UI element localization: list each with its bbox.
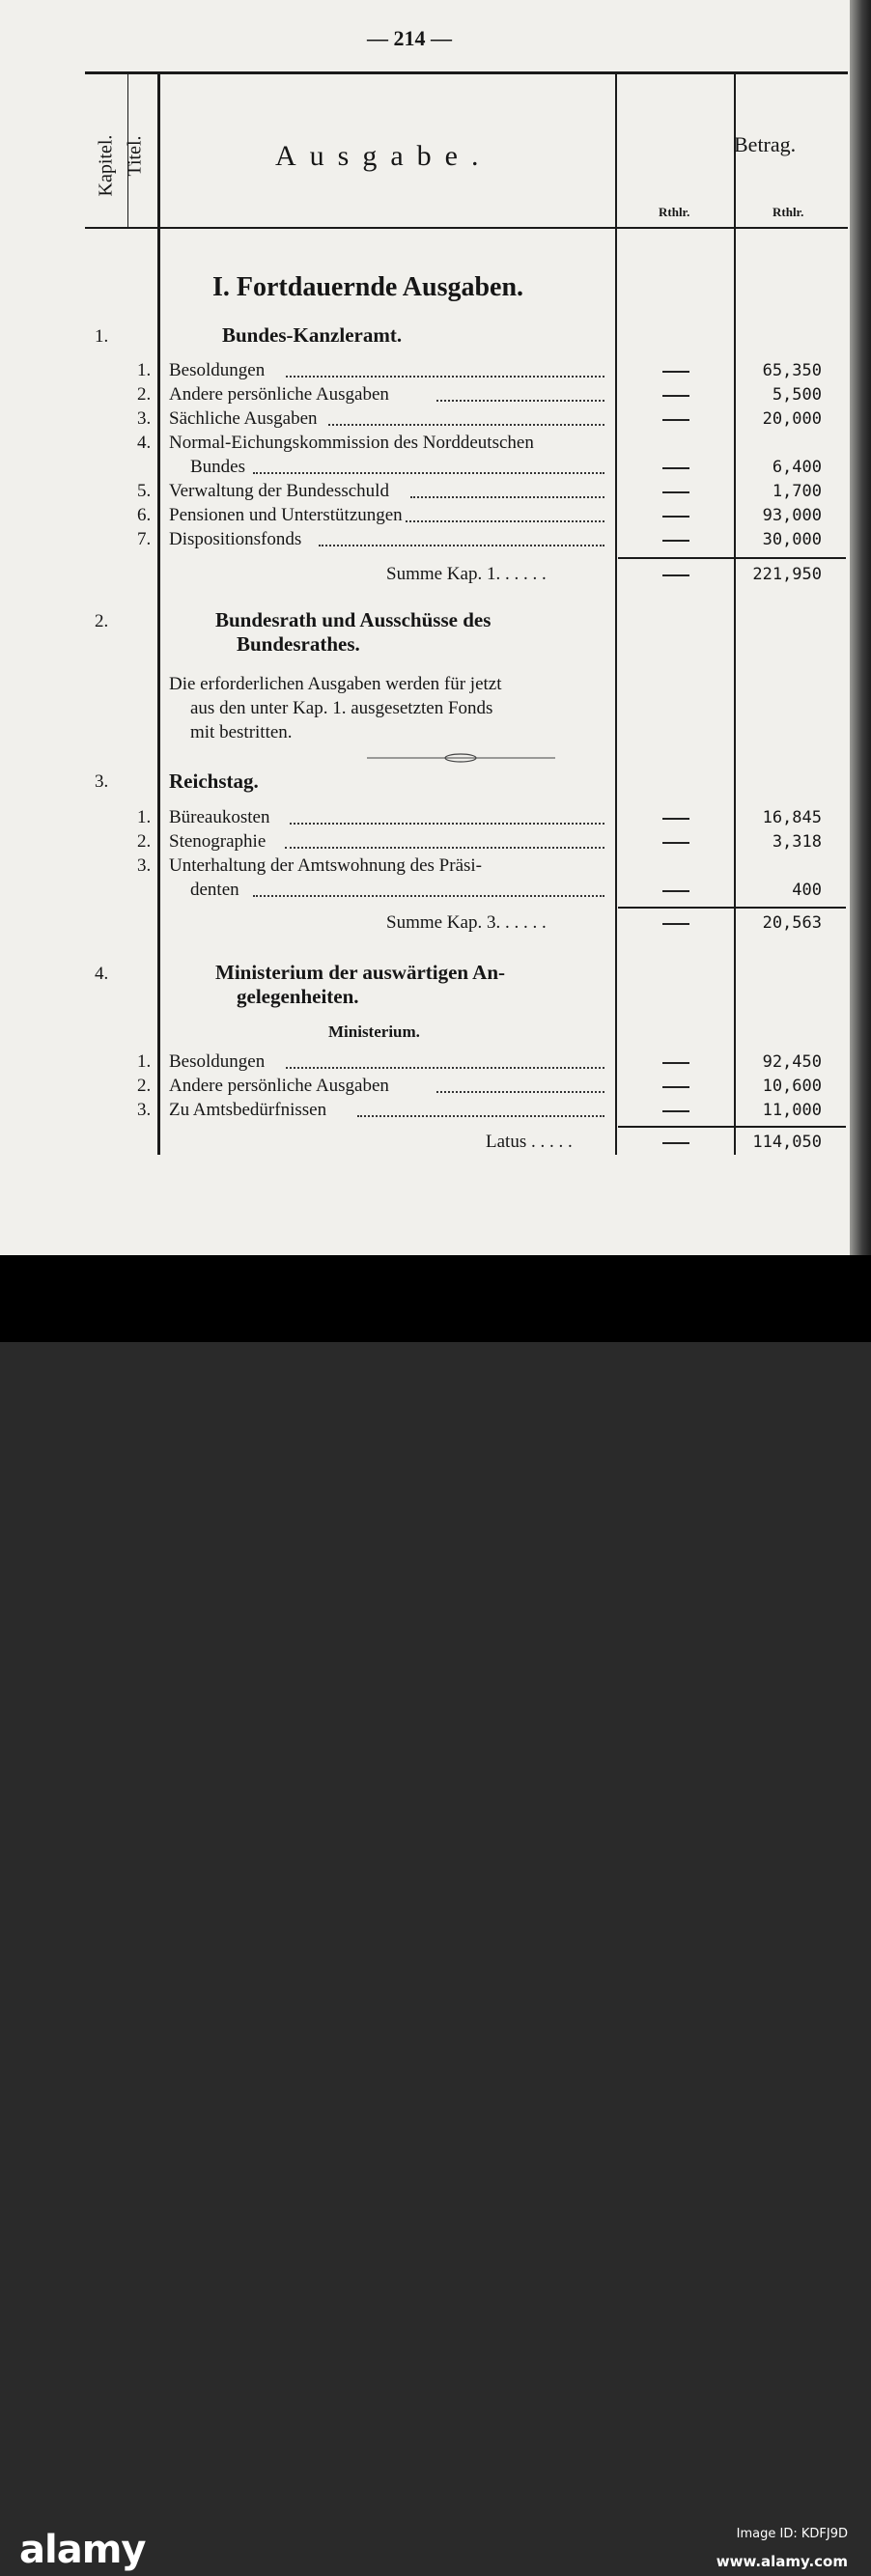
latus-label: Latus . . . . .: [486, 1132, 573, 1152]
image-id: Image ID: KDFJ9D: [736, 2527, 848, 2541]
unit-dash: [662, 842, 689, 844]
chapter-2-title-continued: Bundesrathes.: [237, 632, 360, 656]
dot-leader: [286, 376, 604, 378]
item-amount: 3,318: [772, 832, 822, 852]
item-label: Verwaltung der Bundesschuld: [169, 481, 389, 501]
item-label: Stenographie: [169, 831, 267, 852]
unit-dash: [662, 1110, 689, 1112]
chapter-3-sum: 20,563: [762, 913, 822, 933]
brand-logo[interactable]: alamy: [19, 2528, 146, 2572]
stock-footer: [0, 1255, 871, 2572]
unit-dash: [662, 516, 689, 518]
item-amount: 93,000: [762, 506, 822, 525]
column-rule-unit1: [615, 73, 617, 1155]
item-amount: 1,700: [772, 482, 822, 501]
item-number: 1.: [137, 1051, 152, 1072]
part-title: I. Fortdauernde Ausgaben.: [212, 272, 524, 302]
item-number: 2.: [137, 831, 152, 852]
item-number: 6.: [137, 505, 152, 525]
item-label: Sächliche Ausgaben: [169, 408, 318, 429]
site-url[interactable]: www.alamy.com: [716, 2553, 848, 2570]
item-number: 4.: [137, 433, 152, 453]
dot-leader: [328, 424, 604, 426]
item-label: Andere persönliche Ausgaben: [169, 1076, 389, 1096]
dot-leader: [357, 1115, 604, 1117]
header-unit-1: Rthlr.: [659, 205, 690, 219]
chapter-2-note: Die erforderlichen Ausgaben werden für jetzt: [169, 674, 502, 694]
item-amount: 5,500: [772, 385, 822, 405]
document-page: [0, 0, 850, 1255]
item-amount: 65,350: [762, 361, 822, 380]
item-number: 3.: [137, 855, 152, 876]
header-unit-2: Rthlr.: [773, 205, 804, 219]
unit-dash: [662, 818, 689, 820]
dot-leader: [253, 895, 604, 897]
item-label: Dispositionsfonds: [169, 529, 302, 549]
chapter-1-sum: 221,950: [752, 565, 822, 584]
book-edge-shadow: [850, 0, 871, 1255]
item-number: 1.: [137, 807, 152, 827]
item-number: 1.: [137, 360, 152, 380]
item-number: 3.: [137, 408, 152, 429]
item-label-continued: denten: [190, 880, 239, 900]
item-amount: 30,000: [762, 530, 822, 549]
dot-leader: [406, 520, 604, 522]
chapter-2-number: 2.: [95, 611, 109, 631]
item-label: Normal-Eichungskommission des Norddeutschen: [169, 433, 534, 453]
column-rule-titel: [157, 73, 160, 1155]
item-amount: 10,600: [762, 1077, 822, 1096]
header-betrag: Betrag.: [734, 132, 797, 156]
dot-leader: [436, 1091, 604, 1093]
item-label: Unterhaltung der Amtswohnung des Präsi-: [169, 855, 483, 876]
item-number: 5.: [137, 481, 152, 501]
chapter-2-note-line-3: mit bestritten.: [190, 722, 293, 742]
header-kapitel: Kapitel.: [95, 134, 117, 197]
item-amount: 11,000: [762, 1101, 822, 1120]
item-label-continued: Bundes: [190, 457, 245, 477]
item-label: Zu Amtsbedürfnissen: [169, 1100, 327, 1120]
item-number: 2.: [137, 1076, 152, 1096]
item-number: 2.: [137, 384, 152, 405]
dot-leader: [286, 1067, 604, 1069]
dot-leader: [253, 472, 604, 474]
item-amount: 92,450: [762, 1052, 822, 1072]
header-ausgabe: Ausgabe.: [275, 140, 492, 172]
dot-leader: [410, 496, 604, 498]
ornament-divider: [367, 749, 555, 767]
item-label: Pensionen und Unterstützungen: [169, 505, 403, 525]
latus-amount: 114,050: [752, 1133, 822, 1152]
latus-rule: [618, 1126, 846, 1128]
item-amount: 6,400: [772, 458, 822, 477]
unit-dash: [662, 890, 689, 892]
item-amount: 16,845: [762, 808, 822, 827]
chapter-4-subtitle: Ministerium.: [328, 1022, 420, 1041]
unit-dash: [662, 419, 689, 421]
unit-dash: [662, 491, 689, 493]
chapter-3-title: Reichstag.: [169, 770, 259, 793]
unit-dash: [662, 540, 689, 542]
item-label: Besoldungen: [169, 360, 266, 380]
chapter-2-title: Bundesrath und Ausschüsse des: [215, 608, 492, 631]
chapter-1-sum-label: Summe Kap. 1. . . . . .: [386, 564, 547, 584]
dot-leader: [290, 823, 604, 825]
chapter-4-number: 4.: [95, 964, 109, 984]
header-titel: Titel.: [124, 135, 146, 177]
unit-dash: [662, 371, 689, 373]
sum-rule: [618, 557, 846, 559]
unit-dash: [662, 574, 689, 576]
dot-leader: [285, 847, 604, 849]
item-label: Besoldungen: [169, 1051, 266, 1072]
chapter-1-title: Bundes-Kanzleramt.: [222, 323, 403, 347]
page-number: — 214 —: [367, 26, 452, 50]
chapter-4-title-continued: gelegenheiten.: [237, 985, 359, 1008]
item-amount: 20,000: [762, 409, 822, 429]
footer-meta: [716, 2522, 848, 2576]
unit-dash: [662, 923, 689, 925]
unit-dash: [662, 1086, 689, 1088]
dot-leader: [436, 400, 604, 402]
unit-dash: [662, 1062, 689, 1064]
item-number: 7.: [137, 529, 152, 549]
chapter-3-sum-label: Summe Kap. 3. . . . . .: [386, 912, 547, 933]
item-amount: 400: [792, 881, 822, 900]
chapter-2-note-line-2: aus den unter Kap. 1. ausgesetzten Fonds: [190, 698, 493, 718]
unit-dash: [662, 467, 689, 469]
chapter-3-number: 3.: [95, 771, 109, 792]
item-label: Andere persönliche Ausgaben: [169, 384, 389, 405]
chapter-4-title: Ministerium der auswärtigen An-: [215, 961, 506, 984]
unit-dash: [662, 395, 689, 397]
dot-leader: [319, 545, 604, 546]
item-number: 3.: [137, 1100, 152, 1120]
sum-rule: [618, 907, 846, 909]
chapter-1-number: 1.: [95, 326, 109, 347]
column-rule-unit2: [734, 73, 736, 1155]
item-label: Büreaukosten: [169, 807, 270, 827]
unit-dash: [662, 1142, 689, 1144]
